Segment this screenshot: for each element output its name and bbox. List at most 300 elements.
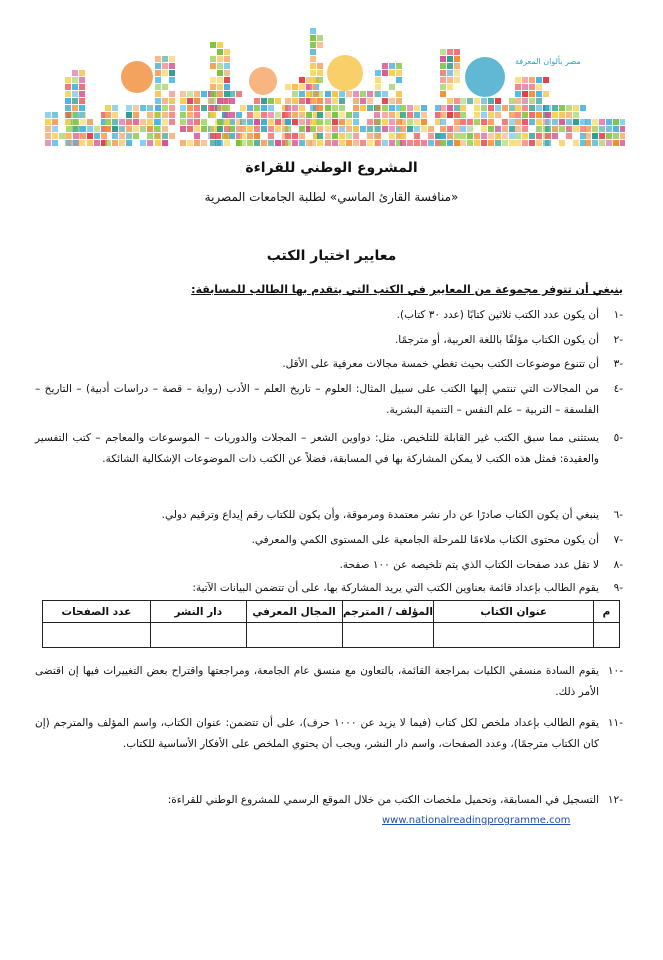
project-title: المشروع الوطني للقراءة — [245, 160, 418, 176]
skyline-tile — [515, 77, 521, 83]
skyline-tile — [495, 105, 501, 111]
skyline-tile — [474, 119, 480, 125]
skyline-tile — [375, 70, 381, 76]
item-text: من المجالات التي تنتمي إليها الكتب على سبيل المثال: العلوم – تاريخ العلم – الأدب (رواية – قصة – دراسات أدبية) – التاريخ – الفلسفة – التربية – علم النفس – التنمية البشرية. — [35, 383, 599, 416]
skyline-tile — [447, 133, 453, 139]
skyline-tile — [522, 140, 528, 146]
skyline-tile — [306, 112, 312, 118]
skyline-tile — [147, 140, 153, 146]
skyline-tile — [217, 105, 223, 111]
table-header-row — [43, 601, 620, 623]
skyline-tile — [440, 70, 446, 76]
skyline-tile — [454, 126, 460, 132]
skyline-tile — [545, 105, 551, 111]
skyline-tile — [310, 63, 316, 69]
skyline-tile — [155, 133, 161, 139]
skyline-tile — [224, 63, 230, 69]
skyline-tile — [454, 70, 460, 76]
skyline-tile — [414, 140, 420, 146]
skyline-tile — [119, 133, 125, 139]
skyline-tile — [72, 105, 78, 111]
skyline-tile — [299, 133, 305, 139]
skyline-tile — [65, 140, 71, 146]
table-cell — [434, 623, 594, 648]
skyline-tile — [210, 63, 216, 69]
skyline-tile — [414, 133, 420, 139]
skyline-tile — [299, 98, 305, 104]
skyline-tile — [180, 112, 186, 118]
skyline-tile — [162, 84, 168, 90]
skyline-tile — [515, 119, 521, 125]
skyline-tile — [112, 105, 118, 111]
item-number: -٧ — [613, 534, 623, 546]
skyline-tile — [65, 91, 71, 97]
skyline-tile — [447, 140, 453, 146]
skyline-tile — [360, 91, 366, 97]
skyline-tile — [147, 112, 153, 118]
skyline-tile — [52, 112, 58, 118]
skyline-tile — [52, 119, 58, 125]
table-cell — [342, 623, 434, 648]
skyline-tile — [332, 91, 338, 97]
skyline-tile — [126, 133, 132, 139]
skyline-tile — [367, 105, 373, 111]
skyline-tile — [299, 91, 305, 97]
skyline-tile — [396, 98, 402, 104]
item-text: يقوم الطالب بإعداد ملخص لكل كتاب (فيما لا يزيد عن ١٠٠٠ حرف)، على أن تتضمن: عنوان الكتاب، واسم المؤلف والمترجم (إن كان الكتاب مترجمًا)، وعدد الصفحات، واسم دار النشر، ويجب أن يحتوي الملخص على الأفكار الأساسية للكتاب. — [35, 717, 599, 750]
skyline-tile — [339, 105, 345, 111]
criterion-item-3 — [35, 354, 623, 375]
skyline-tile — [367, 119, 373, 125]
skyline-tile — [45, 112, 51, 118]
skyline-tile — [529, 84, 535, 90]
skyline-tile — [268, 112, 274, 118]
skyline-tile — [79, 126, 85, 132]
item-number: -١ — [613, 309, 623, 321]
skyline-tile — [169, 91, 175, 97]
skyline-tile — [400, 126, 406, 132]
criterion-item-5 — [35, 428, 623, 470]
skyline-tile — [155, 70, 161, 76]
skyline-tile — [247, 112, 253, 118]
criteria-intro: ينبغي أن تتوفر مجموعة من المعايير في الكتب التي يتقدم بها الطالب للمسابقة: — [191, 283, 623, 296]
item-number: -٥ — [613, 432, 623, 444]
skyline-tile — [573, 112, 579, 118]
skyline-tile — [79, 77, 85, 83]
skyline-tile — [488, 126, 494, 132]
skyline-tile — [481, 112, 487, 118]
skyline-tile — [119, 140, 125, 146]
skyline-tile — [495, 126, 501, 132]
skyline-tile — [72, 119, 78, 125]
skyline-tile — [310, 98, 316, 104]
skyline-tile — [285, 126, 291, 132]
skyline-tile — [247, 126, 253, 132]
skyline-tile — [169, 98, 175, 104]
skyline-tile — [339, 98, 345, 104]
skyline-tile — [502, 105, 508, 111]
skyline-tile — [552, 119, 558, 125]
skyline-tile — [474, 98, 480, 104]
skyline-tile — [389, 105, 395, 111]
skyline-tile — [620, 126, 625, 132]
skyline-tile — [79, 133, 85, 139]
skyline-tile — [585, 133, 591, 139]
skyline-tile — [375, 105, 381, 111]
skyline-tile — [389, 98, 395, 104]
skyline-tile — [447, 105, 453, 111]
skyline-tile — [217, 98, 223, 104]
skyline-tile — [194, 140, 200, 146]
skyline-tile — [299, 84, 305, 90]
skyline-tile — [169, 112, 175, 118]
skyline-tile — [72, 126, 78, 132]
skyline-tile — [112, 140, 118, 146]
skyline-tile — [275, 140, 281, 146]
skyline-tile — [162, 112, 168, 118]
skyline-tile — [389, 63, 395, 69]
skyline-tile — [268, 98, 274, 104]
skyline-tile — [495, 140, 501, 146]
skyline-tile — [474, 133, 480, 139]
skyline-tile — [292, 112, 298, 118]
skyline-tile — [481, 133, 487, 139]
skyline-tile — [428, 140, 434, 146]
skyline-tile — [606, 126, 612, 132]
skyline-tile — [375, 77, 381, 83]
skyline-tile — [247, 105, 253, 111]
item-number: -٣ — [613, 358, 623, 370]
criterion-item-6 — [35, 505, 623, 526]
skyline-tile — [254, 133, 260, 139]
skyline-tile — [515, 126, 521, 132]
skyline-tile — [162, 98, 168, 104]
skyline-tile — [509, 140, 515, 146]
skyline-tile — [187, 98, 193, 104]
skyline-tile — [254, 105, 260, 111]
skyline-tile — [414, 105, 420, 111]
skyline-tile — [72, 112, 78, 118]
skyline-tile — [162, 133, 168, 139]
skyline-tile — [367, 126, 373, 132]
skyline-tile — [79, 98, 85, 104]
skyline-tile — [210, 42, 216, 48]
skyline-tile — [428, 126, 434, 132]
skyline-tile — [126, 140, 132, 146]
skyline-tile — [375, 126, 381, 132]
skyline-tile — [474, 105, 480, 111]
skyline-tile — [375, 133, 381, 139]
skyline-tile — [396, 63, 402, 69]
skyline-tile — [105, 105, 111, 111]
skyline-tile — [332, 112, 338, 118]
skyline-tile — [529, 91, 535, 97]
skyline-tile — [467, 140, 473, 146]
skyline-tile — [317, 42, 323, 48]
skyline-tile — [592, 119, 598, 125]
website-link[interactable]: www.nationalreadingprogramme.com — [382, 815, 571, 826]
skyline-tile — [454, 98, 460, 104]
item-text: أن يكون عدد الكتب ثلاثين كتابًا (عدد ٣٠ كتاب). — [396, 309, 599, 321]
skyline-tile — [65, 112, 71, 118]
skyline-tile — [217, 119, 223, 125]
skyline-tile — [299, 126, 305, 132]
skyline-tile — [566, 112, 572, 118]
skyline-tile — [310, 126, 316, 132]
skyline-tile — [389, 70, 395, 76]
skyline-tile — [224, 91, 230, 97]
item-text: أن يكون الكتاب مؤلفًا باللغة العربية، أو مترجمًا. — [394, 334, 599, 346]
skyline-tile — [585, 140, 591, 146]
skyline-tile — [66, 126, 72, 132]
skyline-tile — [414, 112, 420, 118]
skyline-tile — [382, 105, 388, 111]
skyline-tile — [299, 105, 305, 111]
skyline-tile — [299, 112, 305, 118]
item-text: أن تتنوع موضوعات الكتب بحيث تغطي خمسة مجالات معرفية على الأقل. — [282, 358, 599, 370]
skyline-tile — [180, 140, 186, 146]
skyline-tile — [169, 56, 175, 62]
skyline-tile — [169, 77, 175, 83]
skyline-tile — [105, 126, 111, 132]
skyline-tile — [261, 105, 267, 111]
skyline-tile — [515, 112, 521, 118]
skyline-tile — [94, 133, 100, 139]
skyline-tile — [187, 105, 193, 111]
skyline-tile — [180, 119, 186, 125]
skyline-tile — [509, 112, 515, 118]
skyline-tile — [194, 126, 200, 132]
skyline-tile — [440, 112, 446, 118]
table-cell — [43, 623, 151, 648]
skyline-tile — [325, 119, 331, 125]
skyline-tile — [317, 112, 323, 118]
skyline-tile — [285, 140, 291, 146]
skyline-tile — [396, 91, 402, 97]
skyline-tile — [495, 133, 501, 139]
skyline-tile — [613, 119, 619, 125]
banner-tagline: مصر بألوان المعرفة — [515, 57, 581, 66]
skyline-dome — [465, 57, 505, 97]
skyline-dome — [327, 55, 363, 91]
skyline-tile — [481, 119, 487, 125]
skyline-tile — [488, 98, 494, 104]
skyline-tile — [224, 133, 230, 139]
skyline-tile — [454, 133, 460, 139]
skyline-tile — [407, 126, 413, 132]
skyline-tile — [224, 105, 230, 111]
skyline-tile — [396, 70, 402, 76]
skyline-tile — [440, 49, 446, 55]
skyline-tile — [112, 133, 118, 139]
skyline-tile — [536, 84, 542, 90]
skyline-tile — [454, 119, 460, 125]
skyline-tile — [382, 70, 388, 76]
skyline-tile — [374, 112, 380, 118]
skyline-tile — [217, 70, 223, 76]
skyline-tile — [112, 112, 118, 118]
skyline-tile — [447, 56, 453, 62]
skyline-tile — [515, 98, 521, 104]
skyline-tile — [147, 126, 153, 132]
skyline-tile — [325, 98, 331, 104]
skyline-tile — [126, 112, 132, 118]
skyline-tile — [162, 70, 168, 76]
skyline-tile — [210, 126, 216, 132]
skyline-tile — [566, 119, 572, 125]
criterion-item-10 — [35, 661, 623, 703]
skyline-tile — [140, 126, 146, 132]
skyline-tile — [460, 126, 466, 132]
skyline-tile — [460, 112, 466, 118]
skyline-tile — [559, 119, 565, 125]
skyline-tile — [613, 140, 619, 146]
skyline-tile — [224, 126, 230, 132]
skyline-tile — [346, 133, 352, 139]
skyline-tile — [522, 91, 528, 97]
skyline-tile — [522, 126, 528, 132]
table-cell — [246, 623, 342, 648]
skyline-tile — [488, 140, 494, 146]
skyline-tile — [285, 98, 291, 104]
skyline-tile — [440, 140, 446, 146]
skyline-tile — [140, 119, 146, 125]
skyline-tile — [87, 140, 93, 146]
skyline-tile — [169, 70, 175, 76]
skyline-tile — [332, 105, 338, 111]
skyline-tile — [325, 91, 331, 97]
item-text: يقوم السادة منسقي الكليات بمراجعة القائمة، بالتعاون مع منسق عام الجامعة، ومراجعتها واقتراح بعض التغييرات فيها إن اقتضى الأمر ذلك. — [35, 665, 599, 698]
skyline-dome — [121, 61, 153, 93]
skyline-tile — [400, 133, 406, 139]
skyline-tile — [447, 98, 453, 104]
skyline-tile — [292, 119, 298, 125]
skyline-tile — [210, 77, 216, 83]
skyline-tile — [522, 119, 528, 125]
skyline-tile — [346, 119, 352, 125]
skyline-tile — [169, 63, 175, 69]
skyline-tile — [310, 84, 316, 90]
skyline-tile — [247, 140, 253, 146]
skyline-tile — [474, 112, 480, 118]
skyline-tile — [620, 119, 625, 125]
skyline-tile — [292, 105, 298, 111]
skyline-tile — [545, 126, 551, 132]
skyline-dome — [249, 67, 277, 95]
skyline-tile — [169, 119, 175, 125]
skyline-tile — [495, 112, 501, 118]
skyline-tile — [65, 119, 71, 125]
skyline-tile — [292, 91, 298, 97]
skyline-tile — [382, 91, 388, 97]
skyline-tile — [488, 119, 494, 125]
skyline-tile — [375, 140, 381, 146]
skyline-tile — [317, 35, 323, 41]
skyline-tile — [310, 140, 316, 146]
skyline-tile — [606, 119, 612, 125]
skyline-tile — [119, 119, 125, 125]
skyline-tile — [467, 98, 473, 104]
skyline-tile — [65, 105, 71, 111]
skyline-tile — [509, 133, 515, 139]
skyline-tile — [353, 126, 359, 132]
item-text: ينبغي أن يكون الكتاب صادرًا عن دار نشر معتمدة ومرموقة، وأن يكون للكتاب رقم إيداع وترقيم دولي. — [161, 509, 599, 521]
item-text: يقوم الطالب بإعداد قائمة بعناوين الكتب التي يريد المشاركة بها، على أن تتضمن البيانات الآتية: — [192, 582, 599, 594]
skyline-tile — [606, 140, 612, 146]
skyline-tile — [552, 112, 558, 118]
skyline-tile — [339, 126, 345, 132]
skyline-tile — [545, 133, 551, 139]
skyline-tile — [353, 112, 359, 118]
skyline-tile — [454, 112, 460, 118]
skyline-tile — [72, 91, 78, 97]
skyline-tile — [382, 112, 388, 118]
skyline-tile — [400, 140, 406, 146]
skyline-tile — [217, 84, 223, 90]
skyline-tile — [509, 105, 515, 111]
skyline-tile — [65, 77, 71, 83]
skyline-tile — [45, 126, 51, 132]
skyline-tile — [310, 119, 316, 125]
skyline-tile — [210, 84, 216, 90]
skyline-tile — [353, 140, 359, 146]
skyline-tile — [194, 119, 200, 125]
criterion-item-8 — [35, 555, 623, 576]
skyline-tile — [94, 126, 100, 132]
skyline-tile — [224, 112, 230, 118]
skyline-tile — [573, 140, 579, 146]
skyline-tile — [155, 105, 161, 111]
skyline-tile — [133, 112, 139, 118]
skyline-tile — [254, 119, 260, 125]
skyline-tile — [140, 105, 146, 111]
skyline-tile — [201, 126, 207, 132]
skyline-tile — [367, 98, 373, 104]
skyline-tile — [112, 126, 118, 132]
skyline-tile — [292, 84, 298, 90]
skyline-tile — [375, 91, 381, 97]
criterion-item-1 — [35, 305, 623, 326]
skyline-tile — [194, 105, 200, 111]
skyline-tile — [559, 112, 565, 118]
skyline-tile — [332, 133, 338, 139]
criterion-item-9 — [35, 578, 623, 599]
skyline-tile — [254, 112, 260, 118]
skyline-tile — [414, 126, 420, 132]
skyline-tile — [180, 91, 186, 97]
item-text: يستثنى مما سبق الكتب غير القابلة للتلخيص. مثل: دواوين الشعر – المجلات والدوريات – الموسوعات والمعاجم – كتب التفسير والعقيدة: فمثل هذه الكتب لا يمكن المشاركة بها في المسابقة، فضلاً عن الكتب ذات الموضوعات الإشكالية الشائكة. — [35, 432, 599, 465]
skyline-tile — [180, 105, 186, 111]
skyline-tile — [52, 140, 58, 146]
skyline-tile — [389, 140, 395, 146]
skyline-tile — [332, 98, 338, 104]
item-number: -١٢ — [607, 794, 623, 806]
skyline-tile — [72, 70, 78, 76]
skyline-tile — [240, 126, 246, 132]
skyline-tile — [45, 119, 51, 125]
skyline-tile — [447, 77, 453, 83]
item-number: -١١ — [607, 717, 623, 729]
item-number: -٩ — [613, 582, 623, 594]
skyline-tile — [346, 91, 352, 97]
skyline-tile — [210, 105, 216, 111]
item-text: أن يكون محتوى الكتاب ملاءمًا للمرحلة الجامعية على المستوى الكمي والمعرفي. — [251, 534, 599, 546]
skyline-tile — [332, 140, 338, 146]
skyline-tile — [101, 133, 107, 139]
skyline-tile — [240, 119, 246, 125]
skyline-tile — [509, 126, 515, 132]
skyline-tile — [210, 140, 216, 146]
